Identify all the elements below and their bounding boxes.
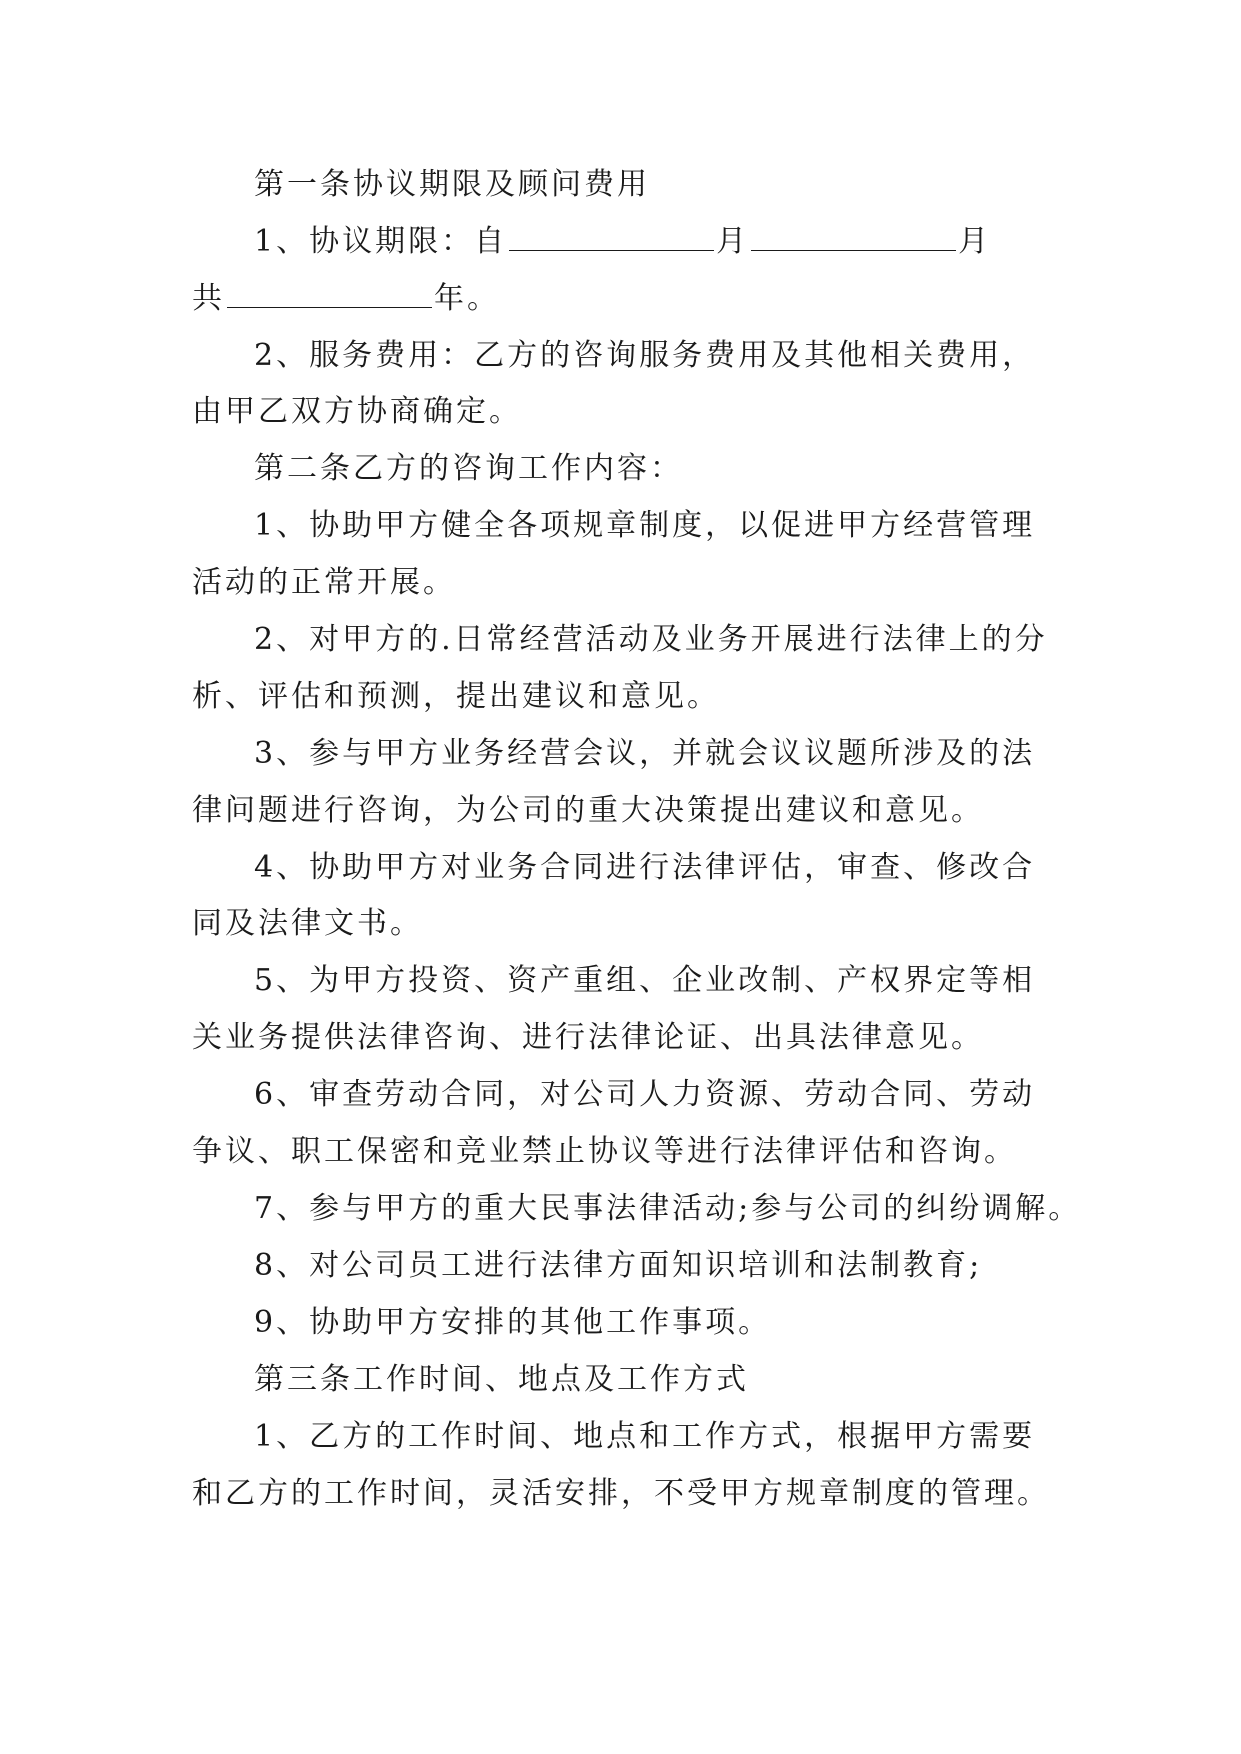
article-2-heading: 第二条乙方的咨询工作内容： <box>254 451 683 486</box>
paragraph-line: 和乙方的工作时间，灵活安排，不受甲方规章制度的管理。 <box>192 1476 1050 1511</box>
paragraph-line: 3、参与甲方业务经营会议，并就会议议题所涉及的法 <box>254 736 1036 771</box>
paragraph-line: 争议、职工保密和竞业禁止协议等进行法律评估和咨询。 <box>192 1134 1017 1169</box>
agreement-total-line <box>192 279 500 319</box>
start-date-blank <box>509 224 714 251</box>
paragraph-line: 7、参与甲方的重大民事法律活动;参与公司的纠纷调解。 <box>254 1191 1082 1226</box>
paragraph-line: 律问题进行咨询，为公司的重大决策提出建议和意见。 <box>192 793 984 828</box>
article-3-heading: 第三条工作时间、地点及工作方式 <box>254 1362 749 1397</box>
agreement-term-line <box>254 222 991 262</box>
paragraph-line: 2、服务费用：乙方的咨询服务费用及其他相关费用， <box>254 338 1036 373</box>
paragraph-line: 析、评估和预测，提出建议和意见。 <box>192 679 720 714</box>
paragraph-line: 2、对甲方的.日常经营活动及业务开展进行法律上的分 <box>254 622 1048 657</box>
end-date-blank <box>751 224 956 251</box>
paragraph-line: 同及法律文书。 <box>192 906 423 941</box>
paragraph-line: 1、乙方的工作时间、地点和工作方式，根据甲方需要 <box>254 1419 1036 1454</box>
paragraph-line: 9、协助甲方安排的其他工作事项。 <box>254 1305 772 1340</box>
article-1-heading: 第一条协议期限及顾问费用 <box>254 167 650 202</box>
paragraph-line: 8、对公司员工进行法律方面知识培训和法制教育; <box>254 1248 983 1283</box>
paragraph-line: 活动的正常开展。 <box>192 565 456 600</box>
month-label-2: 月 <box>958 224 992 259</box>
paragraph-line: 5、为甲方投资、资产重组、企业改制、产权界定等相 <box>254 963 1036 998</box>
year-label: 年。 <box>434 281 500 316</box>
paragraph-line: 4、协助甲方对业务合同进行法律评估，审查、修改合 <box>254 850 1036 885</box>
paragraph-line: 1、协助甲方健全各项规章制度，以促进甲方经营管理 <box>254 508 1036 543</box>
paragraph-line: 关业务提供法律咨询、进行法律论证、出具法律意见。 <box>192 1020 984 1055</box>
total-years-blank <box>227 281 432 308</box>
agreement-term-label: 1、协议期限：自 <box>254 224 508 259</box>
total-label: 共 <box>192 281 225 316</box>
month-label-1: 月 <box>716 224 750 259</box>
paragraph-line: 由甲乙双方协商确定。 <box>192 394 522 429</box>
paragraph-line: 6、审查劳动合同，对公司人力资源、劳动合同、劳动 <box>254 1077 1036 1112</box>
